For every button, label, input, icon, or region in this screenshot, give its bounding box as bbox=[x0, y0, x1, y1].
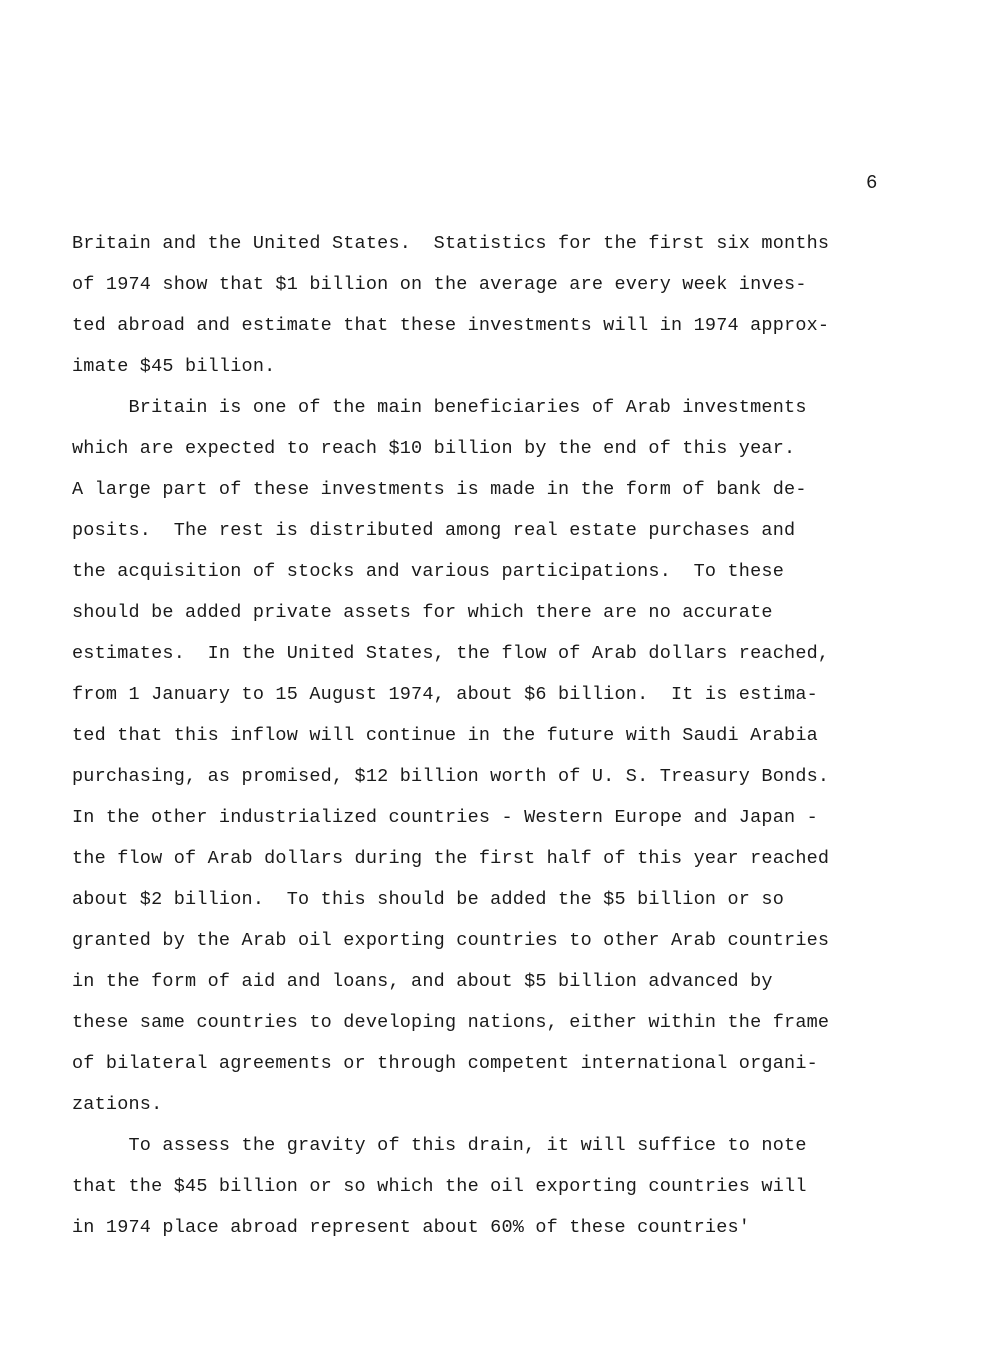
text-line: In the other industrialized countries - Western Europe and Japan - bbox=[72, 807, 818, 828]
text-line: that the $45 billion or so which the oil exporting countries will bbox=[72, 1176, 807, 1197]
text-line: the acquisition of stocks and various participations. To these bbox=[72, 561, 785, 582]
text-line: granted by the Arab oil exporting countries to other Arab countries bbox=[72, 930, 830, 951]
text-line: ted that this inflow will continue in the future with Saudi Arabia bbox=[72, 725, 818, 746]
text-line: purchasing, as promised, $12 billion worth of U. S. Treasury Bonds. bbox=[72, 766, 830, 787]
text-line: imate $45 billion. bbox=[72, 356, 276, 377]
text-line: zations. bbox=[72, 1094, 163, 1115]
text-line: estimates. In the United States, the flow of Arab dollars reached, bbox=[72, 643, 830, 664]
text-line: of bilateral agreements or through competent international organi- bbox=[72, 1053, 818, 1074]
text-line: A large part of these investments is made in the form of bank de- bbox=[72, 479, 807, 500]
text-line: in 1974 place abroad represent about 60% of these countries' bbox=[72, 1217, 751, 1238]
text-line: about $2 billion. To this should be added the $5 billion or so bbox=[72, 889, 785, 910]
text-line: of 1974 show that $1 billion on the average are every week inves- bbox=[72, 274, 807, 295]
text-line: posits. The rest is distributed among real estate purchases and bbox=[72, 520, 796, 541]
text-line: from 1 January to 15 August 1974, about $6 billion. It is estima- bbox=[72, 684, 818, 705]
text-line: the flow of Arab dollars during the first half of this year reached bbox=[72, 848, 830, 869]
text-line: ted abroad and estimate that these investments will in 1974 approx- bbox=[72, 315, 830, 336]
text-line: Britain and the United States. Statistics for the first six months bbox=[72, 233, 830, 254]
text-line: in the form of aid and loans, and about $5 billion advanced by bbox=[72, 971, 773, 992]
text-line: should be added private assets for which there are no accurate bbox=[72, 602, 773, 623]
text-line: Britain is one of the main beneficiaries of Arab investments bbox=[72, 397, 807, 418]
text-line: To assess the gravity of this drain, it will suffice to note bbox=[72, 1135, 807, 1156]
page-number: 6 bbox=[866, 172, 878, 194]
text-line: these same countries to developing nations, either within the frame bbox=[72, 1012, 830, 1033]
text-line: which are expected to reach $10 billion by the end of this year. bbox=[72, 438, 796, 459]
